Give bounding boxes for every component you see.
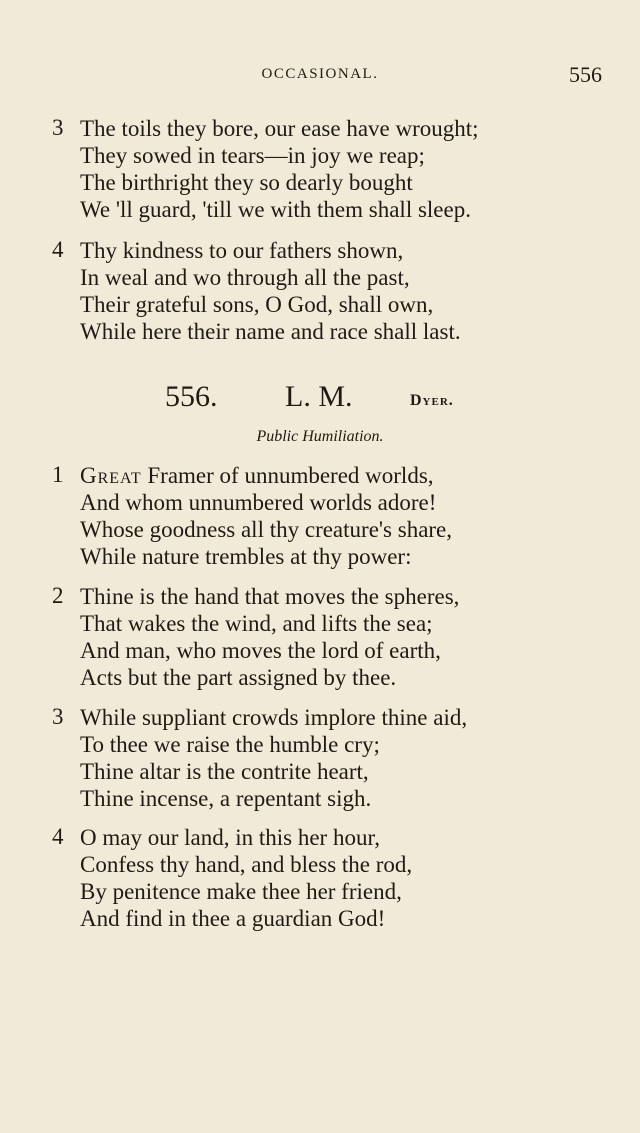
verse-line: And man, who moves the lord of earth, [80,638,441,663]
verse-line: While here their name and race shall last. [80,319,461,344]
verse-line: Thine incense, a repentant sigh. [80,786,372,811]
verse-line: To thee we raise the humble cry; [80,732,380,757]
hymn-subtitle: Public Humiliation. [256,428,384,445]
verse-line-rest: Framer of unnumbered worlds, [141,463,434,488]
verse-line: While nature trembles at thy power: [80,544,412,569]
stanza-number: 3 [52,115,64,140]
verse-line: The birthright they so dearly bought [80,170,413,195]
verse-line: And find in thee a guardian God! [80,906,386,931]
verse-line: The toils they bore, our ease have wrought; [80,116,479,141]
hymn-heading [0,380,640,420]
page-number: 556 [569,62,602,87]
stanza-number: 2 [52,583,64,608]
verse-line: Thy kindness to our fathers shown, [80,238,404,263]
stanza-number: 4 [52,824,64,849]
verse-line: Whose goodness all thy creature's share, [80,517,453,542]
hymn-number: 556. [165,380,218,413]
verse-line: By penitence make thee her friend, [80,879,402,904]
verse-line: Thine is the hand that moves the spheres, [80,584,460,609]
verse-line: We 'll guard, 'till we with them shall sleep. [80,197,471,222]
hymn-tune: Dyer. [410,392,454,409]
first-word: Great [80,463,142,488]
verse-line: In weal and wo through all the past, [80,265,410,290]
running-header: OCCASIONAL. [261,66,379,82]
verse-line: Thine altar is the contrite heart, [80,759,369,784]
hymn-meter: L. M. [285,380,353,413]
verse-line: Confess thy hand, and bless the rod, [80,852,413,877]
stanza-number: 3 [52,704,64,729]
stanza-number: 4 [52,237,64,262]
stanza-number: 1 [52,462,64,487]
verse-line: That wakes the wind, and lifts the sea; [80,611,433,636]
verse-line: They sowed in tears—in joy we reap; [80,143,425,168]
verse-line: O may our land, in this her hour, [80,825,380,850]
verse-line: Their grateful sons, O God, shall own, [80,292,434,317]
verse-line: And whom unnumbered worlds adore! [80,490,437,515]
verse-line [80,462,434,489]
verse-line: While suppliant crowds implore thine aid, [80,705,468,730]
verse-line: Acts but the part assigned by thee. [80,665,397,690]
